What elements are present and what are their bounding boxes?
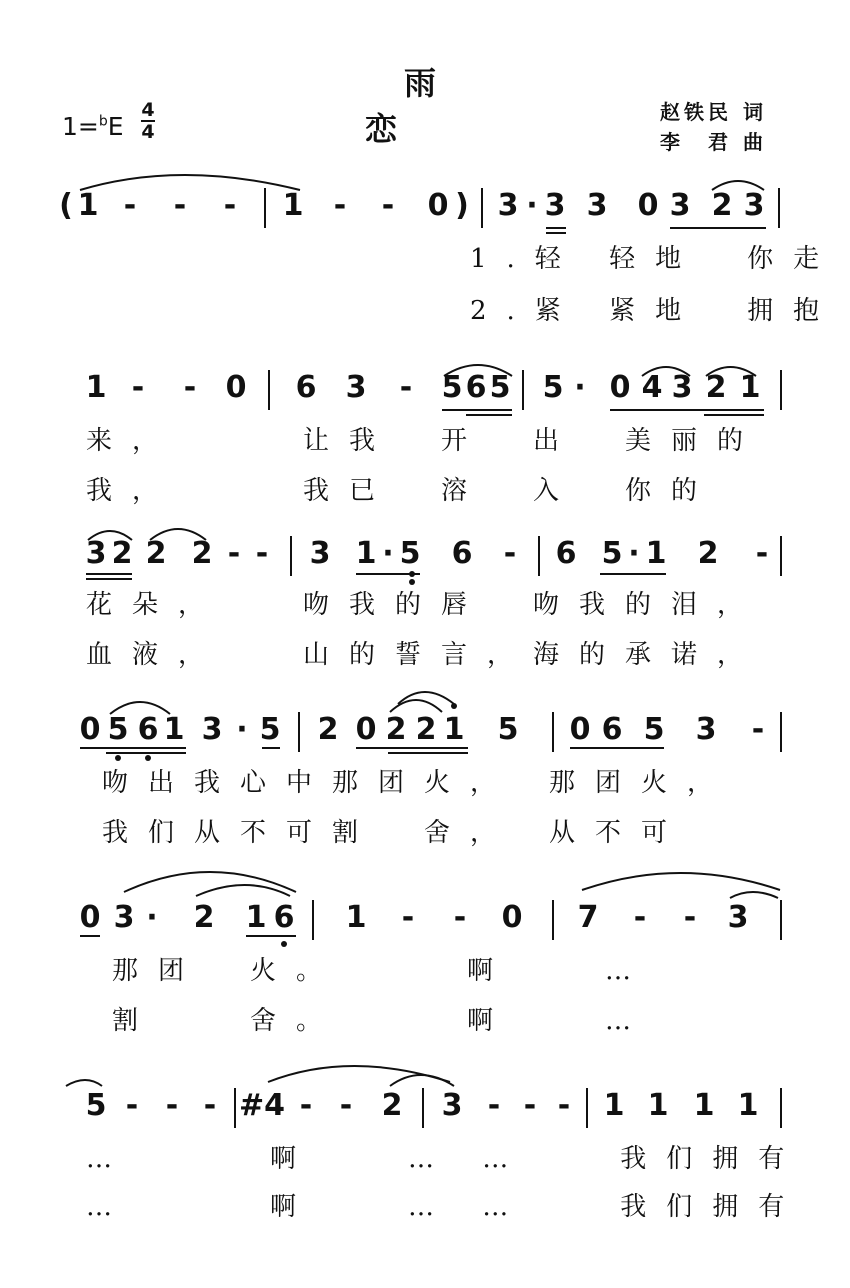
note: -	[339, 1088, 353, 1123]
note: 2	[697, 536, 719, 571]
note: 2	[145, 536, 167, 571]
note: 6	[601, 712, 623, 747]
note: 2	[191, 536, 213, 571]
key-label: 1=	[62, 112, 99, 141]
note: 6	[465, 370, 487, 405]
note: -	[255, 536, 269, 571]
lyrics-verse-1: 那团 火。 啊 …	[112, 956, 652, 986]
note: -	[227, 536, 241, 571]
flat-sign: b	[98, 113, 108, 130]
note: 5	[489, 370, 511, 405]
note: 3	[669, 188, 691, 223]
note: 2	[385, 712, 407, 747]
note: 1	[739, 370, 761, 405]
note: -	[165, 1088, 179, 1123]
score-system-6	[0, 1088, 850, 1288]
note: -	[123, 188, 137, 223]
note: 3	[695, 712, 717, 747]
note: 4	[641, 370, 663, 405]
note: 6	[273, 900, 295, 935]
lyrics-verse-1: 1.轻 轻地 你走	[470, 244, 840, 274]
time-signature	[141, 100, 155, 142]
note: 1	[77, 188, 99, 223]
note: -	[523, 1088, 537, 1123]
note: 3	[345, 370, 367, 405]
note: ·	[236, 712, 248, 747]
lyrics-verse-2: … 啊 … … 我们拥有	[86, 1192, 805, 1222]
note: 1	[85, 370, 107, 405]
barline	[298, 712, 300, 752]
barline	[586, 1088, 588, 1128]
note: 0	[225, 370, 247, 405]
note: 1	[647, 1088, 669, 1123]
note: 5	[259, 712, 281, 747]
barline	[234, 1088, 236, 1128]
note: 0	[355, 712, 377, 747]
note: 0	[79, 712, 101, 747]
note: -	[131, 370, 145, 405]
key-note: E	[107, 112, 124, 141]
note: 0	[609, 370, 631, 405]
note: 3	[743, 188, 765, 223]
lyrics-verse-1: … 啊 … … 我们拥有	[86, 1144, 805, 1174]
note: ·	[382, 536, 394, 571]
note: 1	[603, 1088, 625, 1123]
score-system-5	[0, 900, 850, 1100]
note: -	[401, 900, 415, 935]
lyrics-verse-2: 割 舍。 啊 …	[112, 1006, 652, 1036]
note: 5	[399, 536, 421, 571]
note: 5	[643, 712, 665, 747]
barline	[481, 188, 483, 228]
barline	[312, 900, 314, 940]
note: 6	[137, 712, 159, 747]
lyrics-verse-1: 来， 让我 开 出 美丽的	[86, 426, 764, 456]
note: -	[381, 188, 395, 223]
note: 5	[107, 712, 129, 747]
barline	[522, 370, 524, 410]
barline	[422, 1088, 424, 1128]
barline	[780, 1088, 782, 1128]
note: -	[125, 1088, 139, 1123]
barline	[780, 900, 782, 940]
note: 2	[711, 188, 733, 223]
note: 3	[309, 536, 331, 571]
note: -	[223, 188, 237, 223]
note: 3	[544, 188, 566, 223]
lyricist-credit: 赵铁民 词	[660, 100, 767, 124]
note: 3	[497, 188, 519, 223]
barline	[552, 712, 554, 752]
note: 1	[163, 712, 185, 747]
note: -	[333, 188, 347, 223]
note: #4	[238, 1088, 286, 1123]
note: 6	[451, 536, 473, 571]
note: 0	[501, 900, 523, 935]
note: 3	[727, 900, 749, 935]
note: 1	[693, 1088, 715, 1123]
note: 5	[601, 536, 623, 571]
barline	[264, 188, 266, 228]
note: ·	[526, 188, 538, 223]
note: -	[557, 1088, 571, 1123]
note: 0	[569, 712, 591, 747]
note: 2	[415, 712, 437, 747]
note: 6	[555, 536, 577, 571]
note: 1	[645, 536, 667, 571]
note: -	[503, 536, 517, 571]
note: -	[453, 900, 467, 935]
note: -	[183, 370, 197, 405]
barline	[778, 188, 780, 228]
note: 1	[282, 188, 304, 223]
note: 5	[542, 370, 564, 405]
lyrics-verse-1: 花朵， 吻我的唇 吻我的泪，	[86, 590, 764, 620]
barline	[780, 712, 782, 752]
note: 2	[705, 370, 727, 405]
lyrics-verse-2: 2.紧 紧地 拥抱	[470, 296, 840, 326]
note: -	[633, 900, 647, 935]
note: 0	[637, 188, 659, 223]
note: 3	[671, 370, 693, 405]
note: 0	[79, 900, 101, 935]
note: -	[399, 370, 413, 405]
note: 2	[381, 1088, 403, 1123]
composer-credit: 李 君 曲	[660, 130, 767, 154]
song-title: 雨 恋	[364, 64, 625, 148]
note: 1	[443, 712, 465, 747]
lyrics-verse-2: 我们从不可割 舍， 从不可	[102, 818, 688, 848]
meter-bottom: 4	[141, 121, 155, 143]
note: (	[59, 188, 73, 223]
barline	[780, 536, 782, 576]
note: 1	[355, 536, 377, 571]
barline	[552, 900, 554, 940]
barline	[290, 536, 292, 576]
note: 2	[317, 712, 339, 747]
note: -	[203, 1088, 217, 1123]
meter-top: 4	[141, 99, 155, 121]
barline	[538, 536, 540, 576]
note: -	[487, 1088, 501, 1123]
note: 5	[85, 1088, 107, 1123]
note: -	[751, 712, 765, 747]
note: 7	[577, 900, 599, 935]
note: 3	[85, 536, 107, 571]
lyrics-verse-1: 吻出我心中那团火， 那团火，	[102, 768, 734, 798]
note: -	[299, 1088, 313, 1123]
note: 6	[295, 370, 317, 405]
note: -	[683, 900, 697, 935]
note: -	[755, 536, 769, 571]
note: 5	[441, 370, 463, 405]
lyrics-verse-2: 我， 我已 溶 入 你的	[86, 476, 718, 506]
lyrics-verse-2: 血液， 山的誓言，海的承诺，	[86, 640, 764, 670]
note: 1	[345, 900, 367, 935]
note: )	[455, 188, 469, 223]
score-system-4	[0, 712, 850, 912]
note: 5	[497, 712, 519, 747]
note: 2	[111, 536, 133, 571]
key-signature	[62, 112, 124, 141]
note: 1	[737, 1088, 759, 1123]
note: ·	[574, 370, 586, 405]
note: 3	[586, 188, 608, 223]
note: 3	[201, 712, 223, 747]
note: 2	[193, 900, 215, 935]
score-system-3	[0, 536, 850, 736]
note: 0	[427, 188, 449, 223]
barline	[780, 370, 782, 410]
barline	[268, 370, 270, 410]
note: 3	[441, 1088, 463, 1123]
note: ·	[146, 900, 158, 935]
note: ·	[628, 536, 640, 571]
note: 1	[245, 900, 267, 935]
note: -	[173, 188, 187, 223]
note: 3	[113, 900, 135, 935]
score-system-1	[0, 188, 850, 388]
